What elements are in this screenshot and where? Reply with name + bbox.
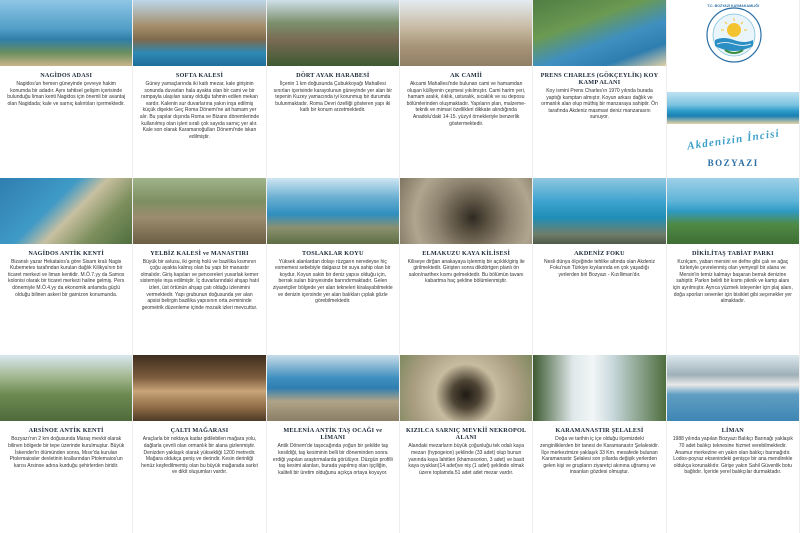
card-text: Nesli dünya ölçeğinde tehlike altında olan Akdeniz Foku'nun Türkiye kıyılarında en çok yaşadığı yerlerden biri Bozyazı - Kızılliman'dır.: [544, 258, 655, 278]
photo-bay-camp: [533, 0, 665, 66]
card-title: TOSLAKLAR KOYU: [301, 249, 364, 257]
card-melenia: [267, 355, 400, 533]
card-text: Araçlarla bir noktaya kadar gidilebilen mağara yolu, dağlarla çevrili olan ormanlık bir alana gizlenmiştir. Denizden yaklaşık olarak yüksekliği 1200 metredir. Mağara oldukça geniş ve derindir. Kesin derinliği henüz keşfedilmemiş olan bu büyük mağarada sarkıt ve dikit oluşumları vardır.: [141, 436, 258, 476]
kaymakamlik-logo: [705, 6, 763, 64]
city-name: BOZYAZI: [707, 158, 759, 168]
card-title: PRENS CHARLES (GÖKÇEYLİK) KOY KAMP ALANI: [540, 72, 659, 86]
photo-castle-coast: [133, 0, 265, 66]
photo-cove: [267, 178, 399, 244]
card-text: İlçenin 1 km doğusunda Çubukkoyağı Mahallesi sınırları içerisinde karayolunun güneyinde yer alan bir tepenin Kuzey yamacında iyi korunmuş bir durumda bulunmaktadır. Roma Devri özelliği gösteren yapı iki katlı bir konum arzetmektedir.: [273, 81, 393, 114]
photo-monastery: [133, 178, 265, 244]
card-text: Akcami Mahallesi'nde bulunan cami ve hamamdan oluşan külliyenin çeşmesi yıkılmıştır. Cami harim yeri, hamam aralık, ılıklık, usturalık, sıcaklık ve su deposu bölümlerinden oluşmaktadır. Yapıların plan, malzeme-teknik ve mimari özellikleri dikkate alındığında Anadolu'daki 14-15. yüzyıl örnekleriyle benzerlik göstermektedir.: [406, 81, 526, 127]
photo-aerial-coast: [0, 178, 132, 244]
photo-rock-church: [400, 178, 532, 244]
card-title: ÇALTI MAĞARASI: [170, 427, 229, 435]
card-liman: [667, 355, 800, 533]
card-title: NAGİDOS ANTİK KENTİ: [28, 249, 104, 257]
card-text: Büyük bir avlusu, iki geniş holü ve bazilika kısmının çoğu ayakta kalmış olan bu yapı bir manastır olmalıdır. Giriş kapıları ve pencereleri yuvarlak kemer sistemiyle inşa edilmiştir. İç duvarlarındaki ahşap hatıl izleri, üst örtünün ahşap çatı olduğu izlenimini vermektedir. Yapı grubunun doğusunda yer alan apsisi belirgin bazilika yapısının orta zemininde geometrik düzenleme içinde mozaik izleri mevcuttur.: [140, 258, 259, 311]
photo-cave: [133, 355, 265, 421]
card-prens-charles: [533, 0, 666, 178]
card-title: NAGİDOS ADASI: [40, 72, 93, 79]
card-text: Bozyazı'nın 2 km doğusunda Maraş mevkii olarak bilinen bölgede bir tepe üzerinde kurulmuştur. Büyük İskender'in ölümünden sonra, Mısır'da kurulan Ptolemaiosler devletinin krallarından Ptolemaios'un karısı Arsinoe adına kurduğu şehirlerden biridir.: [8, 436, 125, 469]
card-kizilca-sarnic: [400, 355, 533, 533]
card-ak-camii: [400, 0, 533, 178]
card-title: KIZILCA SARNIÇ MEVKİİ NEKROPOL ALANI: [405, 427, 527, 442]
card-yelbiz: [133, 178, 266, 356]
card-title: AK CAMİİ: [450, 72, 483, 79]
card-title: MELENİA ANTİK TAŞ OCAĞI ve LİMANI: [283, 427, 383, 442]
card-text: Alandaki mezarların büyük çoğunluğu tek odalı kaya mezarı (hypogeion) şeklinde (33 adet) olup bunun yanında kaya lahitleri (khamosorion, 3 adet) ve basit kaya oyukları(14 adet)ve niş (1 adet) şeklinde olmak üzere toplamda 51 adet adet mezar vardır.: [408, 443, 524, 476]
card-arsinoe: [0, 355, 133, 533]
card-calti-magarasi: [133, 355, 266, 533]
card-text: Kiliseye dirğan anakayaya işlenmiş bir açıklık/giriş ile girilmektedir. Girişten sonra dikdörtgen planlı ön salon/narthex kısmı gelmektedir. Bu bölümün tavanı kabartma haç şekline bölümlenmiştir.: [407, 258, 525, 285]
slogan: Akdenizin İncisi: [686, 127, 781, 153]
card-akdeniz-foku: [533, 178, 666, 356]
photo-waterfall: [533, 355, 665, 421]
brand-panel: [667, 0, 800, 178]
card-toslaklar: [267, 178, 400, 356]
card-text: Bizanslı yazar Hekataios'a göre Sisam kralı Nagis Kubemetes tarafından kurulan dağlık Kilikya'nın bir ticaret merkezi ve liman kentidir. M.Ö.7.yy da Samos kolonisi olarak bir ticaret merkezi haline gelmiş. Pers dönemiyle M.Ö.4.yy da ekonomik anlamda güçlü olduğu bilinen askeri bir garnizon konumunda.: [7, 258, 125, 298]
card-text: 1988 yılında yapılan Bozyazı Balıkçı Barınağı yaklaşık 70 adet balıkçı teknesine hizmet verebilmektedir. Anamur merkezine en yakın olan balıkçı barınağıdır. Lodos-poyraz eksenindeki genişçe bir ana mendirekle oldukça korunaklıdır. Girişe yakın Sahil Güvenlik botu bağlıdır. İçeride yerel balıkçılar durmaktadır.: [672, 436, 793, 476]
card-text: Kızılçam, yaban mersini ve defne gibi çalı ve ağaç türleriyle çevrelenmiş olan yemyeşil bir alana ve Mersin'in temiz kalmayı başaran berrak denizine sahiptir. Parkın belirli bir kısmı piknik ve kamp alanı için ayrılmıştır. Ayrıca yüzmek isteyenler için plaj alanı, doğa sporları sevenler için bisiklet gibi seçenekler yer almaktadır.: [672, 258, 793, 305]
card-title: AKDENİZ FOKU: [574, 249, 625, 257]
photo-ruins: [267, 0, 399, 66]
photo-nature-park: [667, 178, 799, 244]
card-title: YELBİZ KALESİ ve MANASTIRI: [150, 249, 249, 257]
card-title: ELMAKUZU KAYA KİLİSESİ: [422, 249, 511, 257]
card-title: LİMAN: [721, 427, 744, 435]
card-title: DÖRT AYAK HARABESİ: [296, 72, 370, 79]
card-text: Güney yamaçlarında iki katlı mezar, kale girişinin sonunda duvarları hala ayakta olan bir cami ve bir rampayla ulaşılan saray olduğu tahmin edilen mekan vardır. Kalenin sur duvarlarına yakın inşa edilmiş küçük dişekte Geç Roma Dönemi'ne ait hamam yer alır. Bu yapılar dışında Roma ve Bizans dönemlerinde kullanılmış olan işleri sırali çok sayıda sarnıç yer alır. Kale son olarak Karamanoğulları Dönemi'nde iskan edilmiştir.: [139, 81, 260, 140]
photo-mosque: [400, 0, 532, 66]
card-text: Nagidos'un hemen güneyinde çevreye hakim konumda bir adadır. Aynı tahtisel gelişim içerisinde bulunduğu liman kenti Nagidos için önemli bir avantaj olan Nagidada; kale ve sarnıç kalıntıları içermektedir.: [7, 81, 126, 107]
logo-caption: T.C. BOZYAZI KAYMAKAMLIĞI: [707, 4, 760, 8]
card-nagidos-antik: [0, 178, 133, 356]
photo-hill-ruins: [0, 355, 132, 421]
photo-beach-panorama: [667, 92, 800, 124]
card-karamanastir: [533, 355, 666, 533]
card-nagidos-adasi: [0, 0, 133, 178]
photo-harbor: [667, 355, 799, 421]
card-dort-ayak: [267, 0, 400, 178]
card-title: SOFTA KALESİ: [175, 72, 224, 79]
photo-rock-tomb: [400, 355, 532, 421]
card-text: Antik Dönem'de taşocağında yoğun bir şekilde taş kesildiği, taş kesiminin belli bir döneminden sonra erdiği yapılan araştırmalarda görülüyor. Düzgün profilli taş kesimi alanları, burada yapılmış olan işçiliğin, kaliteli bir üretim olduğunu açıkça ortaya koyuyor.: [272, 443, 393, 476]
photo-quarry-port: [267, 355, 399, 421]
photo-seal-cave: [533, 178, 665, 244]
card-text: Koy ismini Prens Charles'ın 1970 yılında burada yaptığı kamptan almıştır. Koyun arkası dağlık ve ormanlık alan olup müthiş bir manzaraya sahiptir. Ön tarafında Akdeniz masmavi deniz manzarasını sunuyor.: [541, 88, 658, 121]
card-dikilitas: [667, 178, 800, 356]
card-title: KARAMANASTIR ŞELALESİ: [555, 427, 644, 435]
card-elmakuzu: [400, 178, 533, 356]
card-softa-kalesi: [133, 0, 266, 178]
card-title: ARSİNOE ANTİK KENTİ: [28, 427, 104, 435]
card-text: Yüksek alanlardan dolayı rüzgarın neredeyse hiç esmemesi sebebiyle dalgasız bir suya sahip olan bir koydur. Koyun sakin bir deniz yapısı olduğu için, berrak suları bünyesinde barındırmaktadır. Gelen ziyaretçiler bölgede yer alan tekneleri kiralayabilmekte ve denizin içersinde yer alan balıkları çıplak gözle görebilmektedir.: [272, 258, 393, 305]
card-text: Doğa ve tarihin iç içe olduğu ilçemizdeki zenginliklerden bir tanesi de Karamanastır Şelalesidir. İlçe merkezimize yaklaşık 33 Km. mesafede bulunan Karamanastır Şelalesi son yıllarda değişik yerlerden gelen kişi ve grupların ziyaretçi akınına uğramış ve insanları gözdesi olmuştur.: [540, 436, 659, 476]
photo-island: [0, 0, 132, 66]
card-title: DİKİLİTAŞ TABİAT PARKI: [691, 249, 774, 257]
